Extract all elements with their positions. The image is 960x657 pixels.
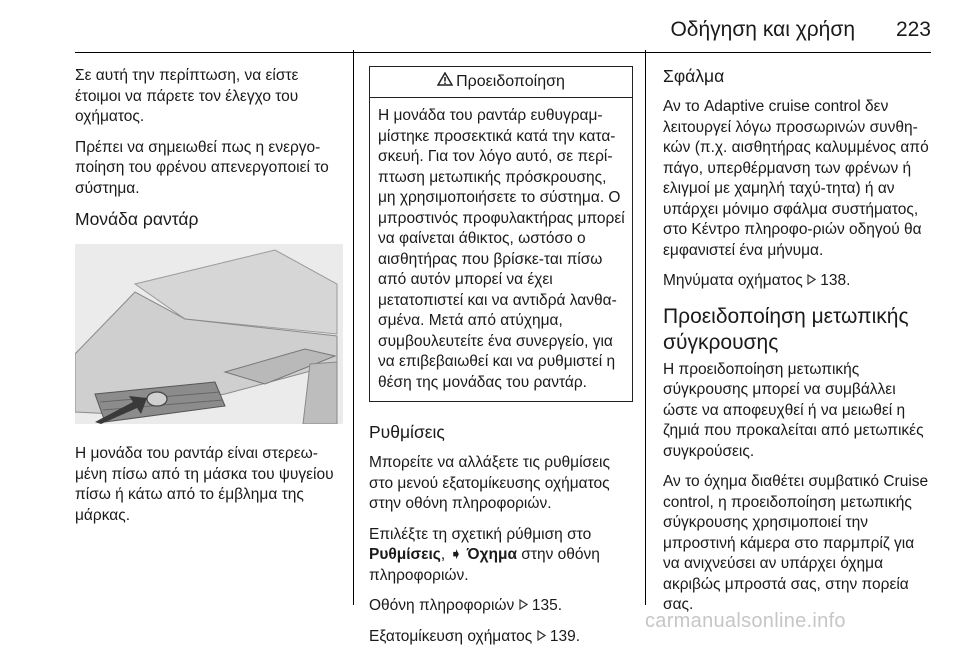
forward-collision-heading: Προειδοποίηση μετωπικής σύγκρουσης (663, 304, 909, 354)
text: Επιλέξτε τη σχετική ρύθμιση στο (369, 525, 592, 543)
menu-path-vehicle: Όχημα (466, 546, 517, 563)
cross-reference[interactable]: Εξατομίκευση οχήματος 139. (369, 627, 580, 645)
column-divider-2 (645, 50, 646, 605)
settings-heading: Ρυθμίσεις (369, 422, 445, 442)
paragraph (369, 525, 633, 587)
fault-heading: Σφάλμα (663, 66, 725, 86)
cross-reference[interactable]: Μηνύματα οχήματος 138. (663, 272, 851, 289)
warning-icon (437, 72, 453, 91)
warning-box (369, 66, 633, 402)
triangle-right-icon (537, 630, 546, 641)
triangle-right-icon (807, 274, 816, 285)
cross-reference[interactable]: Οθόνη πληροφοριών 135. (369, 597, 563, 614)
warning-body: Η μονάδα του ραντάρ ευθυγραμ-μίστηκε προσεκτικά κατά την κατα-σκευή. Για τον λόγο αυτό, σε περί-πτωση μετωπικής πρόσκρουσης, μη χρησιμοποιήσετε το σύστημα. Ο μπροστινός προφυλακτήρας μπορεί να φαίνεται άθικτος, ωστόσο ο αισθητήρας που βρίσκε-ται πίσω από αυτόν μπορεί να έχει μετατοπιστεί και να αντιδρά λανθα-σμένα. Μετά από ατύχημα, συμβουλευτείτε ένα συνεργείο, για να επιβεβαιωθεί και να ρυθμιστεί η θέση της μονάδας του ραντάρ. (378, 107, 625, 391)
warning-title: Προειδοποίηση (456, 73, 565, 90)
watermark: carmanualsonline.info (645, 610, 846, 632)
text: , (440, 546, 446, 563)
paragraph: Σε αυτή την περίπτωση, να είστε έτοιμοι να πάρετε τον έλεγχο του οχήματος. (75, 67, 299, 125)
column-1 (75, 66, 343, 536)
page-header (75, 14, 931, 44)
triangle-right-icon (519, 599, 528, 610)
header-rule (75, 52, 931, 53)
paragraph: Πρέπει να σημειωθεί πως η ενεργο-ποίηση του φρένου απενεργοποιεί το σύστημα. (75, 138, 329, 197)
column-2 (369, 66, 633, 657)
column-3 (663, 66, 933, 626)
radar-unit-illustration (75, 244, 343, 424)
paragraph: Η προειδοποίηση μετωπικής σύγκρουσης μπορεί να συμβάλλει ώστε να αποφευχθεί ή να μειωθεί η ζημιά που προκαλείται από μετωπικές συγκρούσεις. (663, 360, 924, 460)
header-title: Οδήγηση και χρήση (670, 18, 855, 41)
warning-header (370, 67, 632, 98)
paragraph: Μπορείτε να αλλάξετε τις ρυθμίσεις στο μενού εξατομίκευσης οχήματος στην οθόνη πληροφοριών. (369, 454, 610, 512)
image-caption: Η μονάδα του ραντάρ είναι στερεω-μένη πίσω από τη μάσκα του ψυγείου πίσω ή κάτω από το έμβλημα της μάρκας. (75, 445, 334, 524)
menu-arrow-icon: ➧ (449, 546, 463, 563)
column-divider-1 (353, 50, 354, 605)
paragraph: Αν το Adaptive cruise control δεν λειτουργεί λόγω προσωρινών συνθη-κών (π.χ. αισθητήρας καλυμμένος από πάγο, υπερθέρμανση των φρένων ή ελιγμοί με χαμηλή ταχύ-τητα) ή αν υπάρχει μόνιμο σφάλμα συστήματος, στο Κέντρο πληροφο-ριών οδηγού θα εμφανιστεί ένα μήνυμα. (663, 98, 929, 259)
menu-path-settings: Ρυθμίσεις (369, 546, 441, 563)
page-number: 223 (895, 18, 931, 41)
paragraph: Αν το όχημα διαθέτει συμβατικό Cruise control, η προειδοποίηση μετωπικής σύγκρουσης χρησιμοποιεί την μπροστινή κάμερα στο παρμπρίζ για να ανιχνεύσει αν υπάρχει όχημα ακριβώς μπροστά σας, στην πορεία σας. (663, 473, 929, 613)
radar-unit-heading: Μονάδα ραντάρ (75, 209, 199, 229)
text: στην οθόνη πληροφοριών. (369, 546, 600, 584)
